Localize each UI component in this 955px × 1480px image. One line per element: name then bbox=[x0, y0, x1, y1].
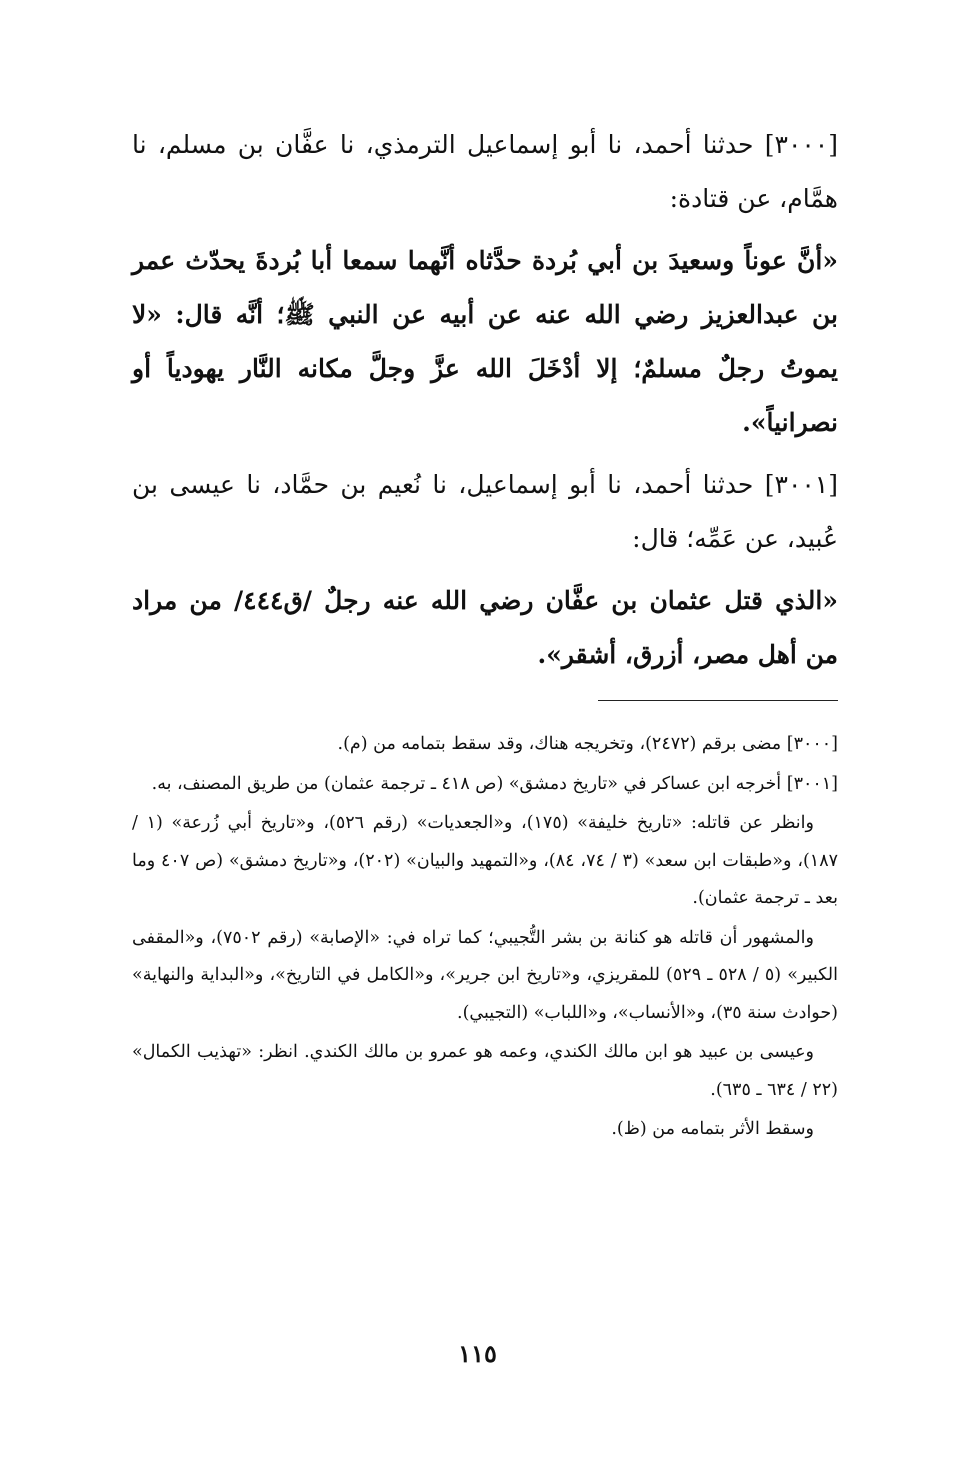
footnote-3001-missing: وسقط الأثر بتمامه من (ظ). bbox=[611, 1119, 814, 1139]
hadith-3001-isnad: [٣٠٠١] حدثنا أحمد، نا أبو إسماعيل، نا نُعيم بن حمَّاد، نا عيسى بن عُبيد، عن عَمِّه؛ قال: bbox=[132, 470, 838, 553]
main-text bbox=[132, 118, 838, 690]
footnote-3001-narrator: وعيسى بن عبيد هو ابن مالك الكندي، وعمه هو عمرو بن مالك الكندي. انظر: «تهذيب الكمال» (٢٢ / ٦٣٤ ـ ٦٣٥). bbox=[132, 1042, 838, 1100]
footnote-3001-references: وانظر عن قاتله: «تاريخ خليفة» (١٧٥)، و«الجعديات» (رقم ٥٢٦)، و«تاريخ أبي زُرعة» (١ / ١٨٧)، و«طبقات ابن سعد» (٣ / ٧٤، ٨٤)، و«التمهيد والبيان» (٢٠٢)، و«تاريخ دمشق» (ص ٤٠٧ وما بعد ـ ترجمة عثمان). bbox=[132, 813, 838, 908]
footnote-3001-killer: والمشهور أن قاتله هو كنانة بن بشر التُّجيبي؛ كما تراه في: «الإصابة» (رقم ٧٥٠٢)، و«المقفى الكبير» (٥ / ٥٢٨ ـ ٥٢٩) للمقريزي، و«تاريخ ابن جرير»، و«الكامل في التاريخ»، و«البداية والنهاية» (حوادث سنة ٣٥)، و«الأنساب»، و«اللباب» (التجيبي). bbox=[132, 927, 838, 1023]
footnote-3001-source: [٣٠٠١] أخرجه ابن عساكر في «تاريخ دمشق» (ص ٤١٨ ـ ترجمة عثمان) من طريق المصنف، به. bbox=[151, 773, 838, 794]
footnotes bbox=[132, 726, 838, 1151]
hadith-3000-matn: «أنَّ عوناً وسعيدَ بن أبي بُردة حدَّثاه أنَّهما سمعا أبا بُردةَ يحدّث عمر بن عبدالعزيز رضي الله عنه عن أبيه عن النبي ﷺ؛ أنَّه قال: «لا يموتُ رجلٌ مسلمٌ؛ إلا أدْخَلَ الله عزَّ وجلَّ مكانه النَّار يهودياً أو نصرانياً». bbox=[132, 246, 838, 437]
page-number: ١١٥ bbox=[458, 1339, 497, 1368]
footnote-3000: [٣٠٠٠] مضى برقم (٢٤٧٢)، وتخريجه هناك، وقد سقط بتمامه من (م). bbox=[337, 734, 838, 754]
hadith-3000-isnad: [٣٠٠٠] حدثنا أحمد، نا أبو إسماعيل الترمذي، نا عفَّان بن مسلم، نا همَّام، عن قتادة: bbox=[132, 130, 838, 213]
hadith-3001-matn: «الذي قتل عثمان بن عفَّان رضي الله عنه رجلٌ /ق٤٤٤/ من مراد من أهل مصر، أزرق، أشقر». bbox=[132, 586, 838, 669]
footnote-divider bbox=[598, 700, 838, 701]
